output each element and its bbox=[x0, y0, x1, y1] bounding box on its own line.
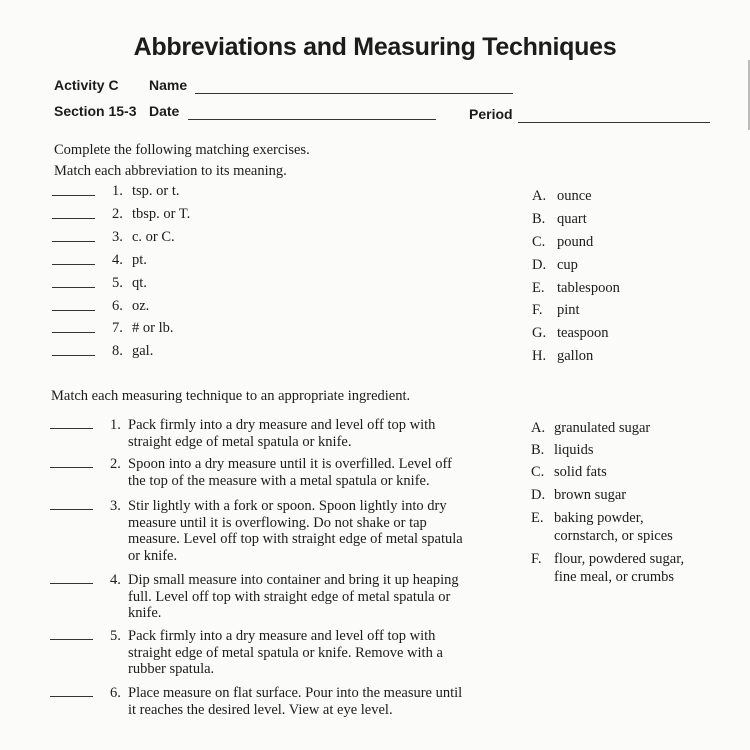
answer-blank[interactable] bbox=[52, 218, 95, 219]
choice-letter: A. bbox=[532, 188, 547, 204]
name-field[interactable] bbox=[195, 93, 513, 94]
choice-meaning: tablespoon bbox=[557, 280, 620, 296]
date-label: Date bbox=[149, 103, 180, 119]
choice-ingredient: brown sugar bbox=[554, 487, 627, 503]
answer-blank[interactable] bbox=[50, 639, 93, 640]
technique-text-line: rubber spatula. bbox=[128, 661, 215, 677]
item-number: 2. bbox=[112, 206, 123, 222]
technique-text-line: measure until it is overflowing. Do not shake or tap bbox=[128, 514, 427, 531]
item-abbreviation: pt. bbox=[132, 252, 147, 268]
page-title: Abbreviations and Measuring Techniques bbox=[133, 33, 617, 61]
choice-letter: D. bbox=[532, 257, 547, 273]
choice-letter: B. bbox=[532, 211, 546, 227]
choice-meaning: cup bbox=[557, 257, 578, 273]
choice-meaning: pint bbox=[557, 302, 580, 318]
answer-blank[interactable] bbox=[52, 287, 95, 288]
item-abbreviation: tsp. or t. bbox=[132, 183, 180, 199]
item-number: 3. bbox=[112, 229, 123, 245]
technique-text-line: it reaches the desired level. View at eye level. bbox=[128, 701, 393, 718]
activity-label: Activity C bbox=[54, 77, 119, 93]
technique-text-line: straight edge of metal spatula or knife. Remove with a bbox=[128, 644, 443, 661]
item-number: 4. bbox=[112, 252, 123, 268]
choice-meaning: teaspoon bbox=[557, 325, 609, 341]
item-abbreviation: qt. bbox=[132, 275, 147, 291]
item-number: 8. bbox=[112, 343, 123, 359]
item-number: 5. bbox=[110, 628, 121, 644]
technique-text-line: full. Level off top with straight edge of metal spatula or bbox=[128, 588, 451, 605]
choice-letter: H. bbox=[532, 348, 547, 364]
choice-meaning: gallon bbox=[557, 348, 594, 364]
choice-letter: C. bbox=[532, 234, 546, 250]
answer-blank[interactable] bbox=[50, 467, 93, 468]
choice-letter: F. bbox=[532, 302, 543, 318]
choice-ingredient: solid fats bbox=[554, 464, 607, 480]
section-label: Section 15-3 bbox=[54, 103, 137, 119]
item-abbreviation: oz. bbox=[132, 298, 150, 314]
item-number: 7. bbox=[112, 320, 123, 336]
choice-meaning: quart bbox=[557, 211, 587, 227]
answer-blank[interactable] bbox=[52, 332, 95, 333]
technique-text-line: Pack firmly into a dry measure and level off top with bbox=[128, 417, 436, 433]
choice-ingredient: liquids bbox=[554, 442, 594, 458]
choice-ingredient: baking powder, bbox=[554, 510, 644, 526]
item-number: 6. bbox=[112, 298, 123, 314]
answer-blank[interactable] bbox=[50, 428, 93, 429]
item-number: 3. bbox=[110, 498, 121, 514]
technique-text-line: measure. Level off top with straight edge of metal spatula bbox=[128, 531, 463, 547]
item-abbreviation: tbsp. or T. bbox=[132, 206, 191, 222]
technique-text-line: Stir lightly with a fork or spoon. Spoon lightly into dry bbox=[128, 498, 447, 514]
answer-blank[interactable] bbox=[52, 355, 95, 356]
choice-letter: D. bbox=[531, 487, 546, 503]
answer-blank[interactable] bbox=[52, 241, 95, 242]
item-number: 4. bbox=[110, 572, 121, 588]
name-label: Name bbox=[149, 77, 188, 93]
period-label: Period bbox=[469, 106, 513, 122]
choice-letter: F. bbox=[531, 551, 542, 567]
answer-blank[interactable] bbox=[50, 583, 93, 584]
choice-letter: A. bbox=[531, 420, 546, 436]
technique-text-line: straight edge of metal spatula or knife. bbox=[128, 433, 352, 450]
choice-letter: E. bbox=[532, 280, 545, 296]
choice-meaning: pound bbox=[557, 234, 594, 250]
choice-letter: C. bbox=[531, 464, 545, 480]
technique-text-line: or knife. bbox=[128, 547, 178, 564]
item-abbreviation: # or lb. bbox=[132, 320, 174, 336]
answer-blank[interactable] bbox=[50, 509, 93, 510]
choice-letter: G. bbox=[532, 325, 547, 341]
choice-ingredient: flour, powdered sugar, bbox=[554, 551, 685, 567]
item-number: 2. bbox=[110, 456, 121, 472]
choice-ingredient: fine meal, or crumbs bbox=[554, 569, 674, 585]
choice-ingredient: granulated sugar bbox=[554, 420, 651, 436]
period-field[interactable] bbox=[518, 122, 710, 123]
item-number: 6. bbox=[110, 685, 121, 701]
choice-letter: E. bbox=[531, 510, 544, 526]
item-number: 1. bbox=[112, 183, 123, 199]
technique-text-line: Place measure on flat surface. Pour into the measure until bbox=[128, 685, 463, 701]
choice-letter: B. bbox=[531, 442, 545, 458]
technique-text-line: Spoon into a dry measure until it is overfilled. Level off bbox=[128, 456, 452, 472]
choice-ingredient: cornstarch, or spices bbox=[554, 528, 673, 544]
item-abbreviation: c. or C. bbox=[132, 229, 175, 245]
technique-text-line: Dip small measure into container and bring it up heaping bbox=[128, 572, 459, 588]
answer-blank[interactable] bbox=[52, 310, 95, 311]
instruction-1: Complete the following matching exercises. bbox=[54, 142, 310, 158]
technique-text-line: the top of the measure with a metal spatula or knife. bbox=[128, 472, 430, 489]
answer-blank[interactable] bbox=[50, 696, 93, 697]
item-number: 5. bbox=[112, 275, 123, 291]
answer-blank[interactable] bbox=[52, 195, 95, 196]
item-abbreviation: gal. bbox=[132, 343, 154, 359]
item-number: 1. bbox=[110, 417, 121, 433]
date-field[interactable] bbox=[188, 119, 436, 120]
answer-blank[interactable] bbox=[52, 264, 95, 265]
choice-meaning: ounce bbox=[557, 188, 592, 204]
instruction-2: Match each abbreviation to its meaning. bbox=[54, 163, 287, 179]
technique-text-line: knife. bbox=[128, 605, 162, 621]
part2-heading: Match each measuring technique to an appropriate ingredient. bbox=[51, 388, 411, 404]
technique-text-line: Pack firmly into a dry measure and level off top with bbox=[128, 628, 436, 644]
